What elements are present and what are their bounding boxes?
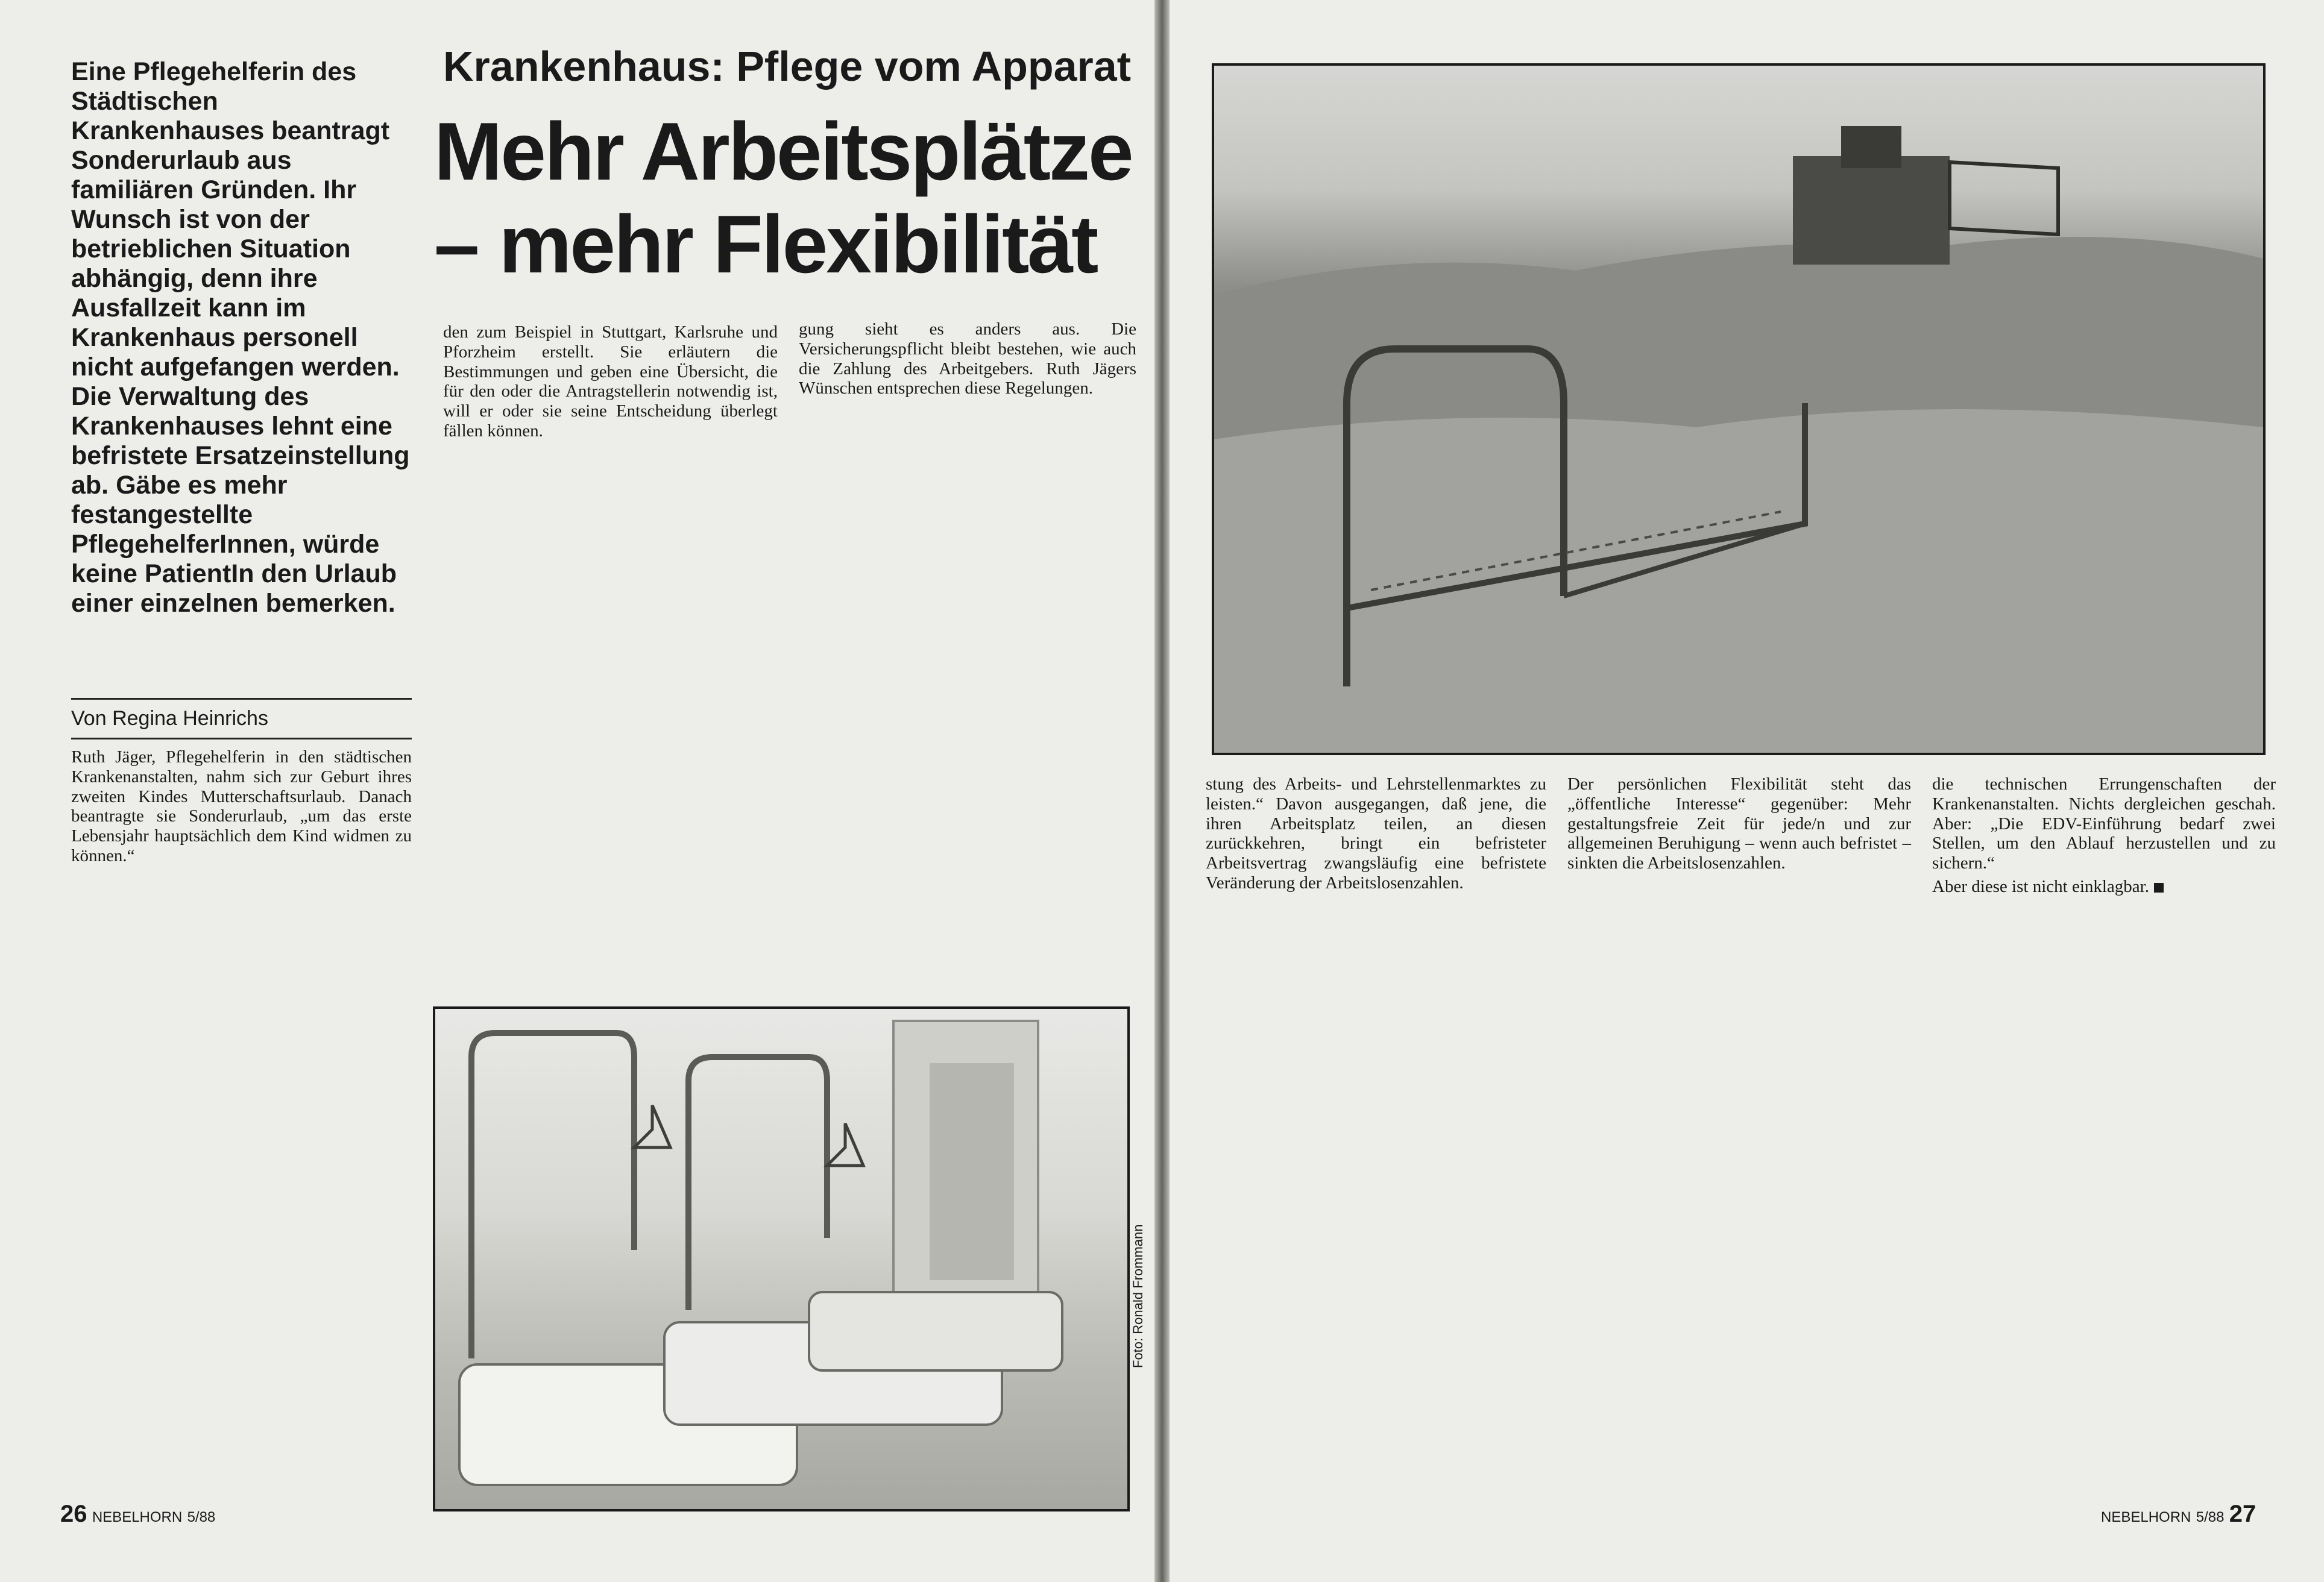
page-number: 27	[2229, 1501, 2256, 1527]
magazine-name: NEBELHORN	[2101, 1509, 2191, 1525]
column-5	[1567, 774, 1911, 877]
column-3	[799, 319, 1136, 402]
photo-hospital-beds	[433, 1006, 1130, 1511]
column-4	[1206, 774, 1546, 897]
column-2	[443, 322, 778, 445]
folio-right	[2101, 1501, 2256, 1528]
paragraph: Ruth Jäger, Pflegehelferin in den städtischen Krankenanstalten, nahm sich zur Geburt ihres zweiten Kindes Mutterschaftsurlaub. Danach beantragte sie Sonderurlaub, „um das erste Lebensjahr hauptsächlich dem Kind widmen zu können.“	[71, 747, 412, 865]
headline-line-2: – mehr Flexibilität	[434, 198, 1097, 290]
article-headline	[434, 105, 1139, 290]
page-right	[1170, 0, 2324, 1582]
magazine-name: NEBELHORN	[92, 1509, 183, 1525]
column-1	[71, 747, 412, 870]
paragraph: den zum Beispiel in Stuttgart, Karlsruhe und Pforzheim erstellt. Sie erläutern die Bestimmungen und geben eine Übersicht, die für den oder die Antragstellerin notwendig ist, will er oder sie seine Entscheidung überlegt fällen können.	[443, 322, 778, 441]
byline: Von Regina Heinrichs	[71, 698, 412, 739]
headline-line-1: Mehr Arbeitsplätze	[434, 105, 1132, 197]
paragraph: stung des Arbeits- und Lehrstellenmarktes zu leisten.“ Davon ausgegangen, daß jene, die ihren Arbeitsplatz teilen, an diesen zurückkehren, bringt ein befristeter Arbeitsvertrag zwangsläufig eine befristete Veränderung der Arbeitslosenzahlen.	[1206, 774, 1546, 893]
closing-line: Aber diese ist nicht einklagbar.	[1932, 876, 2149, 896]
lede-intro: Eine Pflegehelferin des Städtischen Krankenhauses beantragt Sonderurlaub aus familiären Gründen. Ihr Wunsch ist von der betrieblichen Situation abhängig, denn ihre Ausfallzeit kann im Krankenhaus personell nicht aufgefangen werden. Die Verwaltung des Krankenhauses lehnt eine befristete Ersatzeinstellung ab. Gäbe es mehr festangestellte PflegehelferInnen, würde keine PatientIn den Urlaub einer einzelnen bemerken.	[71, 57, 410, 618]
column-6	[1932, 774, 2276, 900]
photo-credit: Foto: Ronald Frommann	[1130, 1224, 1145, 1368]
article-kicker: Krankenhaus: Pflege vom Apparat	[443, 43, 1132, 90]
issue-number: 5/88	[187, 1509, 216, 1525]
issue-number: 5/88	[2196, 1509, 2225, 1525]
page-left	[0, 0, 1154, 1582]
spine-gutter	[1154, 0, 1170, 1582]
end-mark-icon	[2154, 883, 2164, 893]
closing-paragraph	[1932, 877, 2276, 897]
paragraph: Der persönlichen Flexibilität steht das „öffentliche Interesse“ gegenüber: Mehr gestaltungsfreie Zeit für jede/n und zur allgemeinen Beruhigung – wenn auch befristet – sinkten die Arbeitslosenzahlen.	[1567, 774, 1911, 873]
page-number: 26	[60, 1501, 87, 1527]
photo-landfill-bed-frame	[1212, 63, 2266, 755]
hospital-beds-illustration	[435, 1009, 1127, 1509]
folio-left	[60, 1501, 215, 1528]
paragraph: die technischen Errungenschaften der Krankenanstalten. Nichts dergleichen geschah. Aber: „Die EDV-Einführung bedarf zwei Stellen, um den Ablauf herzustellen und zu sichern.“	[1932, 774, 2276, 873]
landfill-illustration	[1214, 66, 2263, 753]
paragraph: gung sieht es anders aus. Die Versicherungspflicht bleibt bestehen, wie auch die Zahlung des Arbeitgebers. Ruth Jägers Wünschen entsprechen diese Regelungen.	[799, 319, 1136, 398]
